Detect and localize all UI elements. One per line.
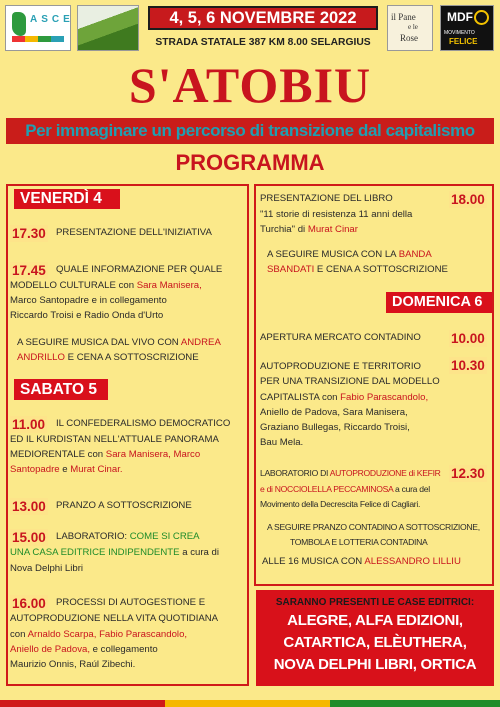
event-1600-line1: PROCESSI DI AUTOGESTIONE E [56,597,206,608]
event-1500-l2b: a cura di [179,547,219,558]
event-1745-time: 17.45 [12,263,46,278]
event-1600-l4b: e collegamento [90,644,158,655]
event-1230-time: 12.30 [451,466,485,481]
event-1730-title: PRESENTAZIONE DELL'INIZIATIVA [56,227,212,238]
event-1300-time: 13.00 [12,499,46,514]
event-1100-speaker-c: Murat Cinar. [70,464,123,475]
mdf-logo-sub2: FELICE [449,37,478,46]
event-1745-line2 [10,279,202,293]
saturday-music-line2 [267,263,448,277]
day-saturday-badge: SABATO 5 [14,379,108,400]
event-1100-line3 [10,448,200,462]
saturday-music-line1 [267,248,432,262]
program-heading: PROGRAMMA [175,150,325,175]
dates-text: 4, 5, 6 NOVEMBRE 2022 [169,9,357,27]
event-1745-line4: Riccardo Troisi e Radio Onda d'Urto [10,310,164,321]
friday-music-line1 [17,336,221,350]
day-friday-badge: VENERDÌ 4 [14,189,120,209]
event-1030-line6: Bau Mela. [260,437,304,448]
event-1100-speaker-a: Sara Manisera, Marco [105,449,201,460]
event-1600-line2: AUTOPRODUZIONE NELLA VITA QUOTIDIANA [10,613,219,624]
il-pane-logo-line2: e le [408,23,418,31]
event-1100-l3a: MEDIORENTALE con [10,449,106,460]
friday-music-artist-a: ANDREA [180,337,221,348]
mdf-logo-text: MDF [447,10,473,24]
event-1500-line2 [10,546,219,560]
event-1030-l3a: CAPITALISTA con [260,392,341,403]
event-1030-speakers-a: Fabio Parascandolo, [340,392,429,403]
event-1600-line3 [10,628,187,642]
friday-music-line2 [17,351,199,365]
saturday-music-l1a: A SEGUIRE MUSICA CON LA [267,249,399,260]
event-1230-l2b: a cura del [392,484,430,494]
event-1030-line4: Aniello de Padova, Sara Manisera, [260,407,408,418]
book-title-line2 [260,223,358,237]
location-text: STRADA STATALE 387 KM 8.00 SELARGIUS [155,37,371,48]
saturday-music-band-a: BANDA [398,249,432,260]
event-1100-line1: IL CONFEDERALISMO DEMOCRATICO [56,418,231,429]
sunday-music-line [262,555,461,569]
book-presentation-title: PRESENTAZIONE DEL LIBRO [260,193,393,204]
event-1100-line4 [10,463,123,477]
event-1500-line3: Nova Delphi Libri [10,563,84,574]
event-1600-speakers-b: Aniello de Padova, [10,644,91,655]
event-1500-time: 15.00 [12,530,46,545]
event-1500-l1a: LABORATORIO: [56,531,130,542]
event-1000-title: APERTURA MERCATO CONTADINO [260,332,421,343]
event-1745-speaker: Sara Manisera, [136,280,202,291]
event-1800-time: 18.00 [451,192,485,207]
event-photo [77,5,139,51]
asce-logo [5,5,74,51]
event-1600-line5: Maurizio Onnis, Raúl Zibechi. [10,659,136,670]
event-1730-time: 17.30 [12,226,46,241]
event-1030-line2: PER UNA TRANSIZIONE DAL MODELLO [260,376,440,387]
event-1230-l2a: e di NOCCIOLELLA PECCAMINOSA [260,484,393,494]
book-title-l2a: Turchia" di [260,224,308,235]
event-1600-speakers-a: Arnaldo Scarpa, Fabio Parascandolo, [27,629,188,640]
event-1500-l2a: UNA CASA EDITRICE INDIPENDENTE [10,547,180,558]
event-1600-l3a: con [10,629,28,640]
event-1030-line1: AUTOPRODUZIONE E TERRITORIO [260,361,421,372]
publishers-line2: CATARTICA, ELÈUTHERA, [283,634,467,651]
event-1030-line5: Graziano Bullegas, Riccardo Troisi, [260,422,410,433]
day-sunday-badge: DOMENICA 6 [386,292,492,313]
event-1600-time: 16.00 [12,596,46,611]
book-author: Murat Cinar [307,224,358,235]
event-1600-line4 [10,643,158,657]
saturday-music-band-b: SBANDATI [267,264,315,275]
event-1500-l1b: COME SI CREA [129,531,200,542]
event-1500-line1 [56,530,200,544]
event-1230-l1a: LABORATORIO DI [260,468,330,478]
il-pane-logo-line1: il Pane [391,12,416,22]
event-1030-line3 [260,391,428,405]
event-1745-line2-a: MODELLO CULTURALE con [10,280,137,291]
il-pane-logo-line3: Rose [400,33,418,43]
sardinia-icon [12,12,26,36]
friday-music-l1a: A SEGUIRE MUSICA DAL VIVO CON [17,337,181,348]
sunday-lunch-line2: TOMBOLA E LOTTERIA CONTADINA [290,537,428,547]
friday-music-artist-b: ANDRILLO [17,352,65,363]
event-1230-line2 [260,482,430,496]
publishers-line1: ALEGRE, ALFA EDIZIONI, [287,612,463,629]
event-1100-line2: ED IL KURDISTAN NELL'ATTUALE PANORAMA [10,434,219,445]
event-1100-time: 11.00 [12,417,46,432]
asce-logo-text: ASCE [30,14,74,25]
subtitle-text: Per immaginare un percorso di transizione dal capitalismo [25,121,475,140]
sunday-music-a: ALLE 16 MUSICA CON [262,556,365,567]
event-1100-l4b: e [59,464,71,475]
saturday-music-l2b: E CENA A SOTTOSCRIZIONE [314,264,448,275]
sunday-lunch-line1: A SEGUIRE PRANZO CONTADINO A SOTTOSCRIZIONE, [267,522,480,532]
asce-logo-underline [12,36,64,42]
event-1745-line3: Marco Santopadre e in collegamento [10,295,167,306]
event-1000-time: 10.00 [451,331,485,346]
bottom-stripe [0,700,500,707]
sunday-music-artist: ALESSANDRO LILLIU [364,556,461,567]
event-1030-time: 10.30 [451,358,485,373]
friday-music-l2b: E CENA A SOTTOSCRIZIONE [64,352,199,363]
event-1300-title: PRANZO A SOTTOSCRIZIONE [56,500,192,511]
mdf-logo [440,5,494,51]
event-1230-line1 [260,466,441,480]
event-1100-speaker-b: Santopadre [10,464,60,475]
event-1230-l1b: AUTOPRODUZIONE di KEFIR [329,468,441,478]
event-1745-line1: QUALE INFORMAZIONE PER QUALE [56,264,223,275]
publishers-intro: SARANNO PRESENTI LE CASE EDITRICI: [275,597,475,608]
mdf-logo-mark [474,10,489,25]
book-title-line1: "11 storie di resistenza 11 anni della [260,209,413,220]
mdf-logo-sub1: MOVIMENTO [444,30,475,36]
event-title: S'ATOBIU [128,57,372,113]
publishers-line3: NOVA DELPHI LIBRI, ORTICA [273,656,477,673]
il-pane-e-le-rose-logo [387,5,433,51]
event-1230-line3: Movimento della Decrescita Felice di Cagliari. [260,499,421,509]
